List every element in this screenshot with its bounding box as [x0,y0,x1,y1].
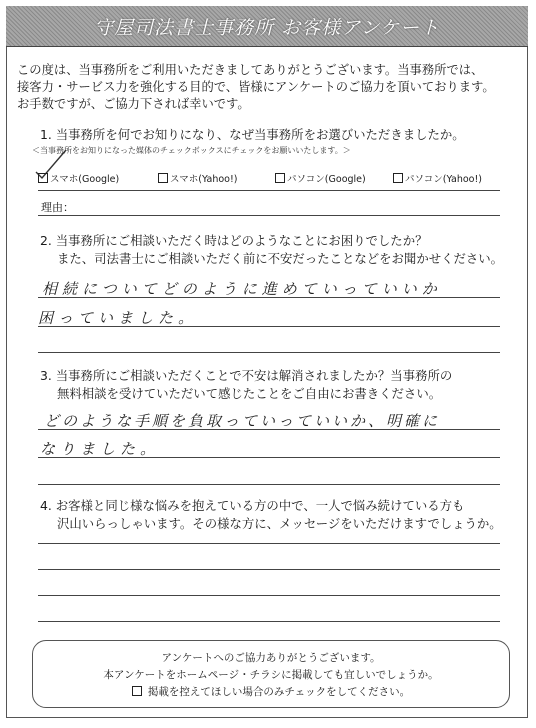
reason-label: 理由： [41,201,74,214]
checkbox-icon[interactable] [393,173,403,183]
question-3-line: 無料相談を受けていただいて感じたことをご自由にお書きください。 [57,386,442,401]
question-2-line: 2. 当事務所にご相談いただく時はどのようなことにお困りでしたか？ [40,233,428,248]
question-2-line: また、司法書士にご相談いただく前に不安だったことなどをお聞かせください。 [57,251,504,266]
handwritten-answer-3: どのような手順を負取っていっていいか、明確に [44,412,441,430]
option-smartphone-yahoo[interactable] [158,171,238,185]
footer-thanks: アンケートへのご協力ありがとうございます。 [161,652,381,664]
checkbox-icon[interactable] [275,173,285,183]
answer-line [38,457,500,458]
answer-line [38,215,500,216]
checkbox-icon[interactable] [132,686,142,696]
footer-opt-out[interactable] [33,684,509,701]
checkbox-icon[interactable] [158,173,168,183]
answer-line [38,190,500,191]
answer-line [38,595,500,596]
survey-title: 守屋司法書士事務所 お客様アンケート [94,17,440,39]
intro-line: お手数ですが、ご協力下されば幸いです。 [17,97,250,111]
option-smartphone-google[interactable] [38,171,119,185]
handwritten-answer-2: 相続についてどのように進めていっていいか [42,280,442,298]
answer-line [38,484,500,485]
question-1-note: ＜当事務所をお知りになった媒体のチェックボックスにチェックをお願いいたします。＞ [32,146,351,155]
footer-question: 本アンケートをホームページ・チラシに掲載しても宜しいでしょうか。 [103,669,439,681]
question-4-line: 沢山いらっしゃいます。その様な方に、メッセージをいただけますでしょうか。 [57,516,502,531]
option-label: スマホ(Google) [50,174,120,185]
option-label: パソコン(Yahoo!) [405,174,482,185]
footer-box [32,640,510,708]
intro-line: 接客力・サービス力を強化する目的で、皆様にアンケートのご協力を頂いております。 [17,80,495,94]
checkbox-icon[interactable] [38,173,48,183]
option-pc-google[interactable] [275,171,366,185]
option-pc-yahoo[interactable] [393,171,482,185]
answer-line [38,569,500,570]
option-label: スマホ(Yahoo!) [170,174,238,185]
answer-line [38,352,500,353]
answer-line [38,429,500,430]
footer-opt-out-label: 掲載を控えてほしい場合のみチェックをしてください。 [147,686,411,698]
question-1-text: 1. 当事務所を何でお知りになり、なぜ当事務所をお選びいただきましたか。 [40,127,465,142]
intro-text [17,62,522,113]
answer-line [38,326,500,327]
answer-line [38,297,500,298]
option-label: パソコン(Google) [287,174,366,185]
handwritten-answer-3: なりました。 [40,440,161,458]
intro-line: この度は、当事務所をご利用いただきましてありがとうございます。当事務所では、 [17,63,484,77]
handwritten-answer-2: 困っていました。 [38,309,199,327]
question-3-line: 3. 当事務所にご相談いただくことで不安は解消されましたか？当事務所の [40,368,453,383]
answer-line [38,621,500,622]
title-banner [6,6,528,47]
answer-line [38,543,500,544]
question-4-line: 4. お客様と同じ様な悩みを抱えている方の中で、一人で悩み続けている方も [40,498,465,513]
